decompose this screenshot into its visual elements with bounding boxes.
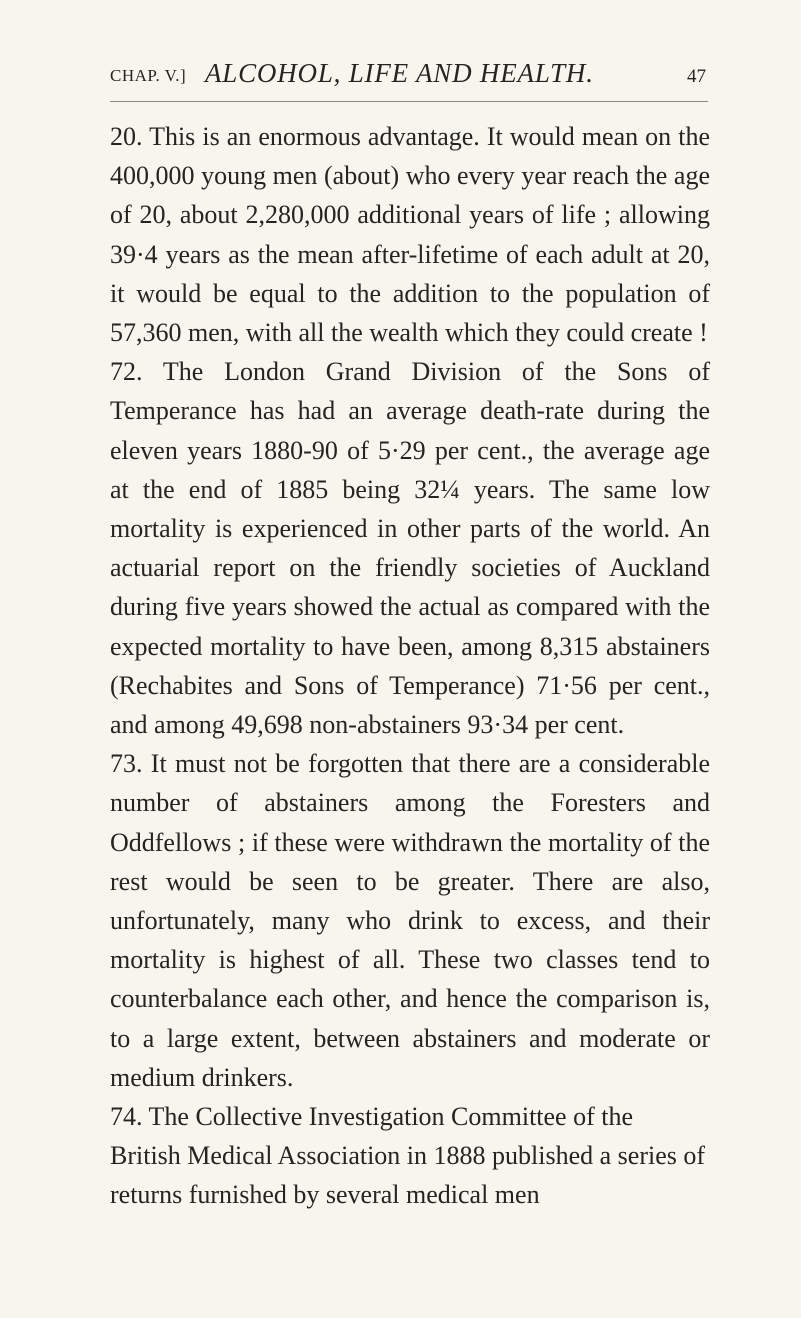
paragraph-72: 72. The London Grand Division of the Sons of Temperance has had an average death-rate during the eleven years 1880-90 of 5·29 per cent., the average age at the end of 1885 being 32¼ years. The same low mortality is experienced in other parts of the world. An actuarial report on the friendly societies of Auckland during five years showed the actual as compared with the expected mortality to have been, among 8,315 abstainers (Rechabites and Sons of Temperance) 71·56 per cent., and among 49,698 non-abstainers 93·34 per cent.: [110, 357, 710, 740]
paragraph-74: 74. The Collective Investigation Committee of the British Medical Association in 1888 published a series of returns furnished by several medical men: [110, 1102, 706, 1210]
running-head: [110, 58, 708, 94]
chapter-label: CHAP. V.]: [110, 66, 187, 85]
paragraph-20: 20. This is an enormous advantage. It would mean on the 400,000 young men (about) who every year reach the age of 20, about 2,280,000 additional years of life ; allowing 39·4 years as the mean after-lifetime of each adult at 20, it would be equal to the addition to the population of 57,360 men, with all the wealth which they could create !: [110, 122, 710, 348]
header-rule: [110, 101, 708, 102]
page-number: 47: [687, 66, 706, 87]
paragraph-73: 73. It must not be forgotten that there are a considerable number of abstainers among the Foresters and Oddfellows ; if these were withdrawn the mortality of the rest would be seen to be greater. There are also, unfortunately, many who drink to excess, and their mortality is highest of all. These two classes tend to counterbalance each other, and hence the comparison is, to a large extent, between abstainers and moderate or medium drinkers.: [110, 749, 710, 1092]
body-text: [110, 117, 710, 1215]
running-title: ALCOHOL, LIFE AND HEALTH.: [205, 58, 594, 88]
